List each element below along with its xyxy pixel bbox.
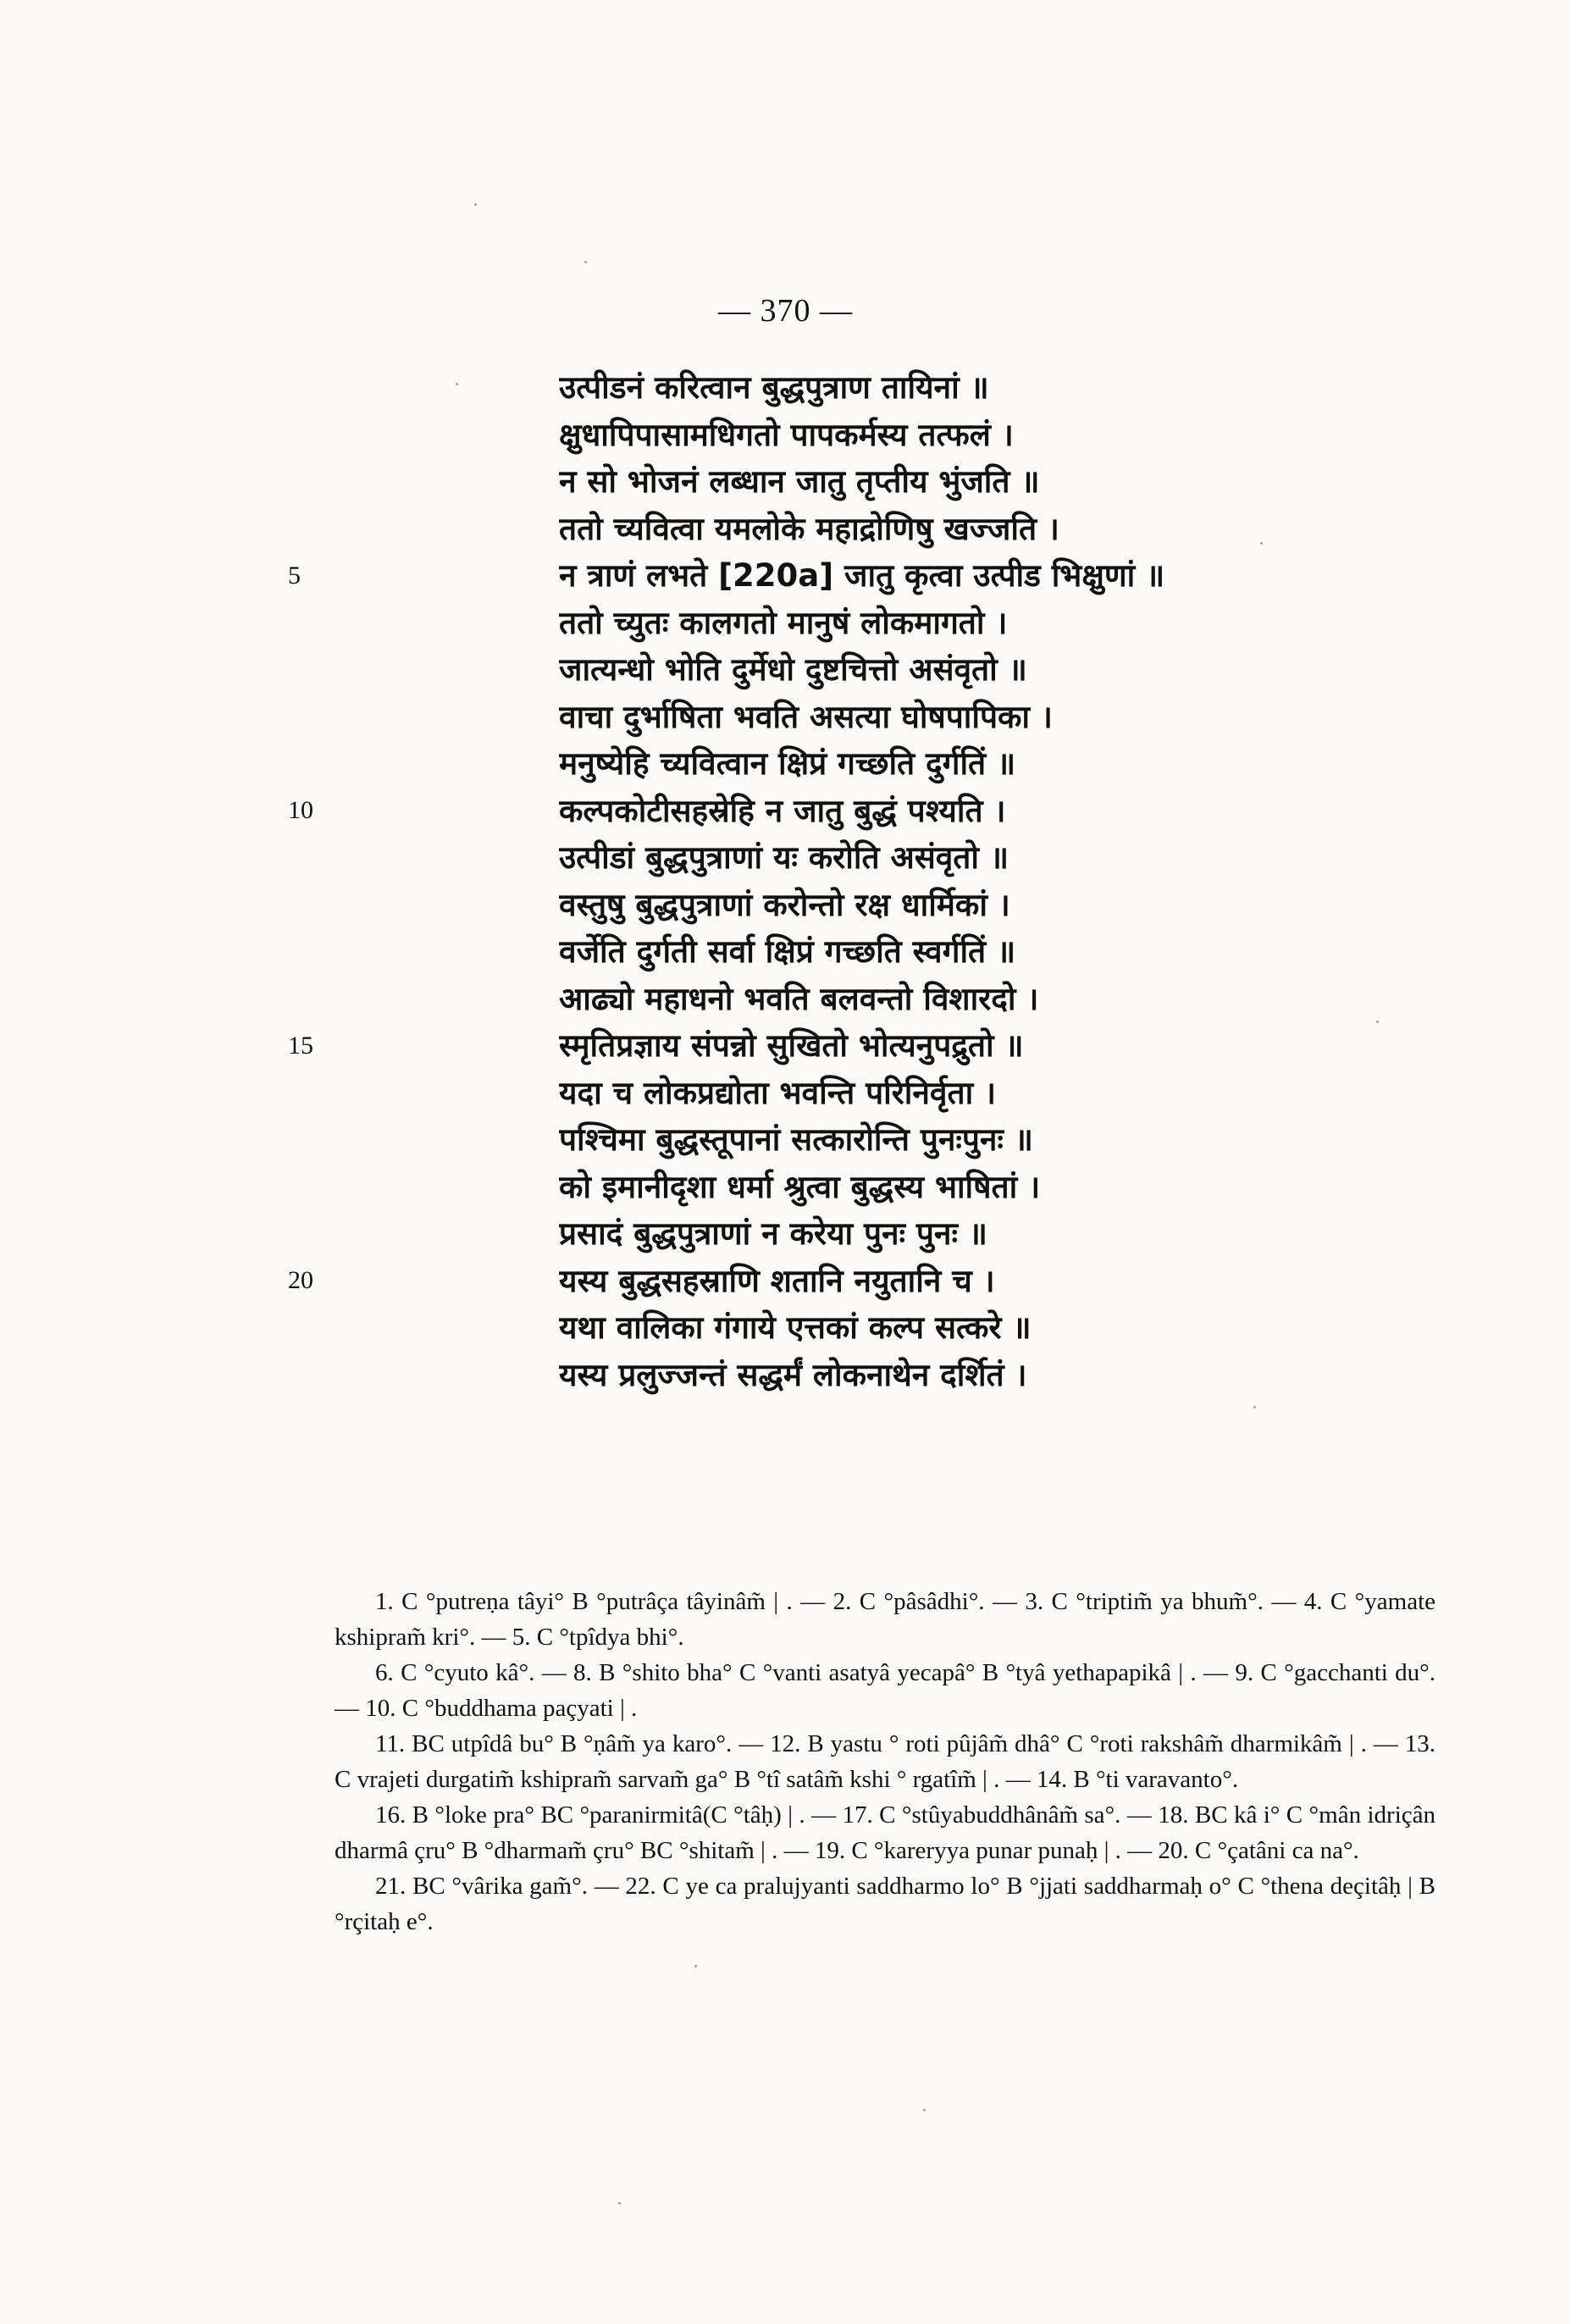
- verse-line: मनुष्येहि च्यवित्वान क्षिप्रं गच्छति दुर्गतिं ॥: [559, 745, 1016, 782]
- verse-line: ततो च्यवित्वा यमलोके महाद्रोणिषु खज्जति ।: [559, 510, 1059, 547]
- verse-line: स्मृतिप्रज्ञाय संपन्नो सुखितो भोत्यनुपद्रुतो ॥: [559, 1027, 1024, 1064]
- verse-line: को इमानीदृशा धर्मा श्रुत्वा बुद्धस्य भाषितां ।: [559, 1168, 1041, 1205]
- page-number: — 370 —: [718, 293, 853, 329]
- verse-line: कल्पकोटीसहस्रेहि न जातु बुद्धं पश्यति ।: [559, 792, 1006, 829]
- verse-line: यस्य प्रलुज्जन्तं सद्धर्मं लोकनाथेन दर्शितं ।: [559, 1356, 1027, 1393]
- scan-speck: [618, 2202, 621, 2205]
- scan-speck: [456, 383, 458, 385]
- footnote-paragraph: 1. C °putreṇa tâyi° B °putrâça tâyinâm̃ | . — 2. C °pâsâdhi°. — 3. C °triptim̃ ya bhum̃°. — 4. C °yamate kshipram̃ kri°. — 5. C °tpîdya bhi°.: [335, 1588, 1435, 1651]
- verse-line: न त्राणं लभते [220a] जातु कृत्वा उत्पीड भिक्षुणां ॥: [559, 557, 1165, 594]
- verse-line: क्षुधापिपासामधिगतो पापकर्मस्य तत्फलं ।: [559, 416, 1014, 453]
- scan-speck: [923, 2109, 926, 2111]
- scan-speck: [584, 261, 587, 263]
- line-number: 20: [288, 1266, 313, 1294]
- verse-line: जात्यन्धो भोति दुर्मेधो दुष्टचित्तो असंवृतो ॥: [559, 651, 1027, 688]
- line-number: 10: [288, 796, 313, 824]
- verse-line: यस्य बुद्धसहस्राणि शतानि नयुतानि च ।: [559, 1262, 995, 1299]
- scan-speck: [474, 203, 477, 206]
- verse-line: वाचा दुर्भाषिता भवति असत्या घोषपापिका ।: [559, 698, 1053, 735]
- verse-line: वस्तुषु बुद्धपुत्राणां करोन्तो रक्ष धार्मिकां ।: [559, 886, 1010, 923]
- scan-speck: [694, 1965, 697, 1967]
- line-number: 15: [288, 1032, 313, 1060]
- verse-line: पश्चिमा बुद्धस्तूपानां सत्कारोन्ति पुनःपुनः ॥: [559, 1121, 1033, 1158]
- scan-speck: [1376, 1021, 1379, 1023]
- verse-line: ततो च्युतः कालगतो मानुषं लोकमागतो ।: [559, 604, 1008, 641]
- footnotes: [335, 1584, 1435, 1939]
- verse-line: उत्पीडनं करित्वान बुद्धपुत्राण तायिनां ॥: [559, 369, 989, 406]
- footnote-paragraph: 21. BC °vârika gam̃°. — 22. C ye ca pralujyanti saddharmo lo° B °jjati saddharmaḥ o° C °thena deçitâḥ | B °rçitaḥ e°.: [335, 1873, 1435, 1935]
- footnote-paragraph: 16. B °loke pra° BC °paranirmitâ(C °tâḥ) | . — 17. C °stûyabuddhânâm̃ sa°. — 18. BC kâ i° C °mân idriçân dharmâ çru° B °dharmam̃ çru° BC °shitam̃ | . — 19. C °kareryya punar punaḥ | . — 20. C °çatâni ca na°.: [335, 1801, 1435, 1864]
- verse-line: आढ्यो महाधनो भवति बलवन्तो विशारदो ।: [559, 980, 1039, 1017]
- verse-line: उत्पीडां बुद्धपुत्राणां यः करोति असंवृतो ॥: [559, 839, 1010, 876]
- scan-speck: [1253, 1406, 1256, 1408]
- sanskrit-verse-block: [559, 364, 1270, 1398]
- footnote-paragraph: 6. C °cyuto kâ°. — 8. B °shito bha° C °vanti asatyâ yecapâ° B °tyâ yethapapikâ | . — 9. C °gacchanti du°. — 10. C °buddhama paçyati | .: [335, 1659, 1435, 1722]
- verse-line: न सो भोजनं लब्धान जातु तृप्तीय भुंजति ॥: [559, 463, 1040, 500]
- verse-line: प्रसादं बुद्धपुत्राणां न करेया पुनः पुनः ॥: [559, 1215, 987, 1252]
- verse-line: यथा वालिका गंगाये एत्तकां कल्प सत्करे ॥: [559, 1309, 1032, 1346]
- verse-line: वर्जेति दुर्गती सर्वा क्षिप्रं गच्छति स्वर्गतिं ॥: [559, 933, 1016, 970]
- footnote-paragraph: 11. BC utpîdâ bu° B °ṇâm̃ ya karo°. — 12. B yastu ° roti pûjâm̃ dhâ° C °roti rakshâm̃ dharmikâm̃ | . — 13. C vrajeti durgatim̃ kshipram̃ sarvam̃ ga° B °tî satâm̃ kshi ° rgatîm̃ | . — 14. B °ti varavanto°.: [335, 1730, 1435, 1793]
- line-number: 5: [288, 562, 301, 589]
- verse-line: यदा च लोकप्रद्योता भवन्ति परिनिर्वृता ।: [559, 1074, 997, 1111]
